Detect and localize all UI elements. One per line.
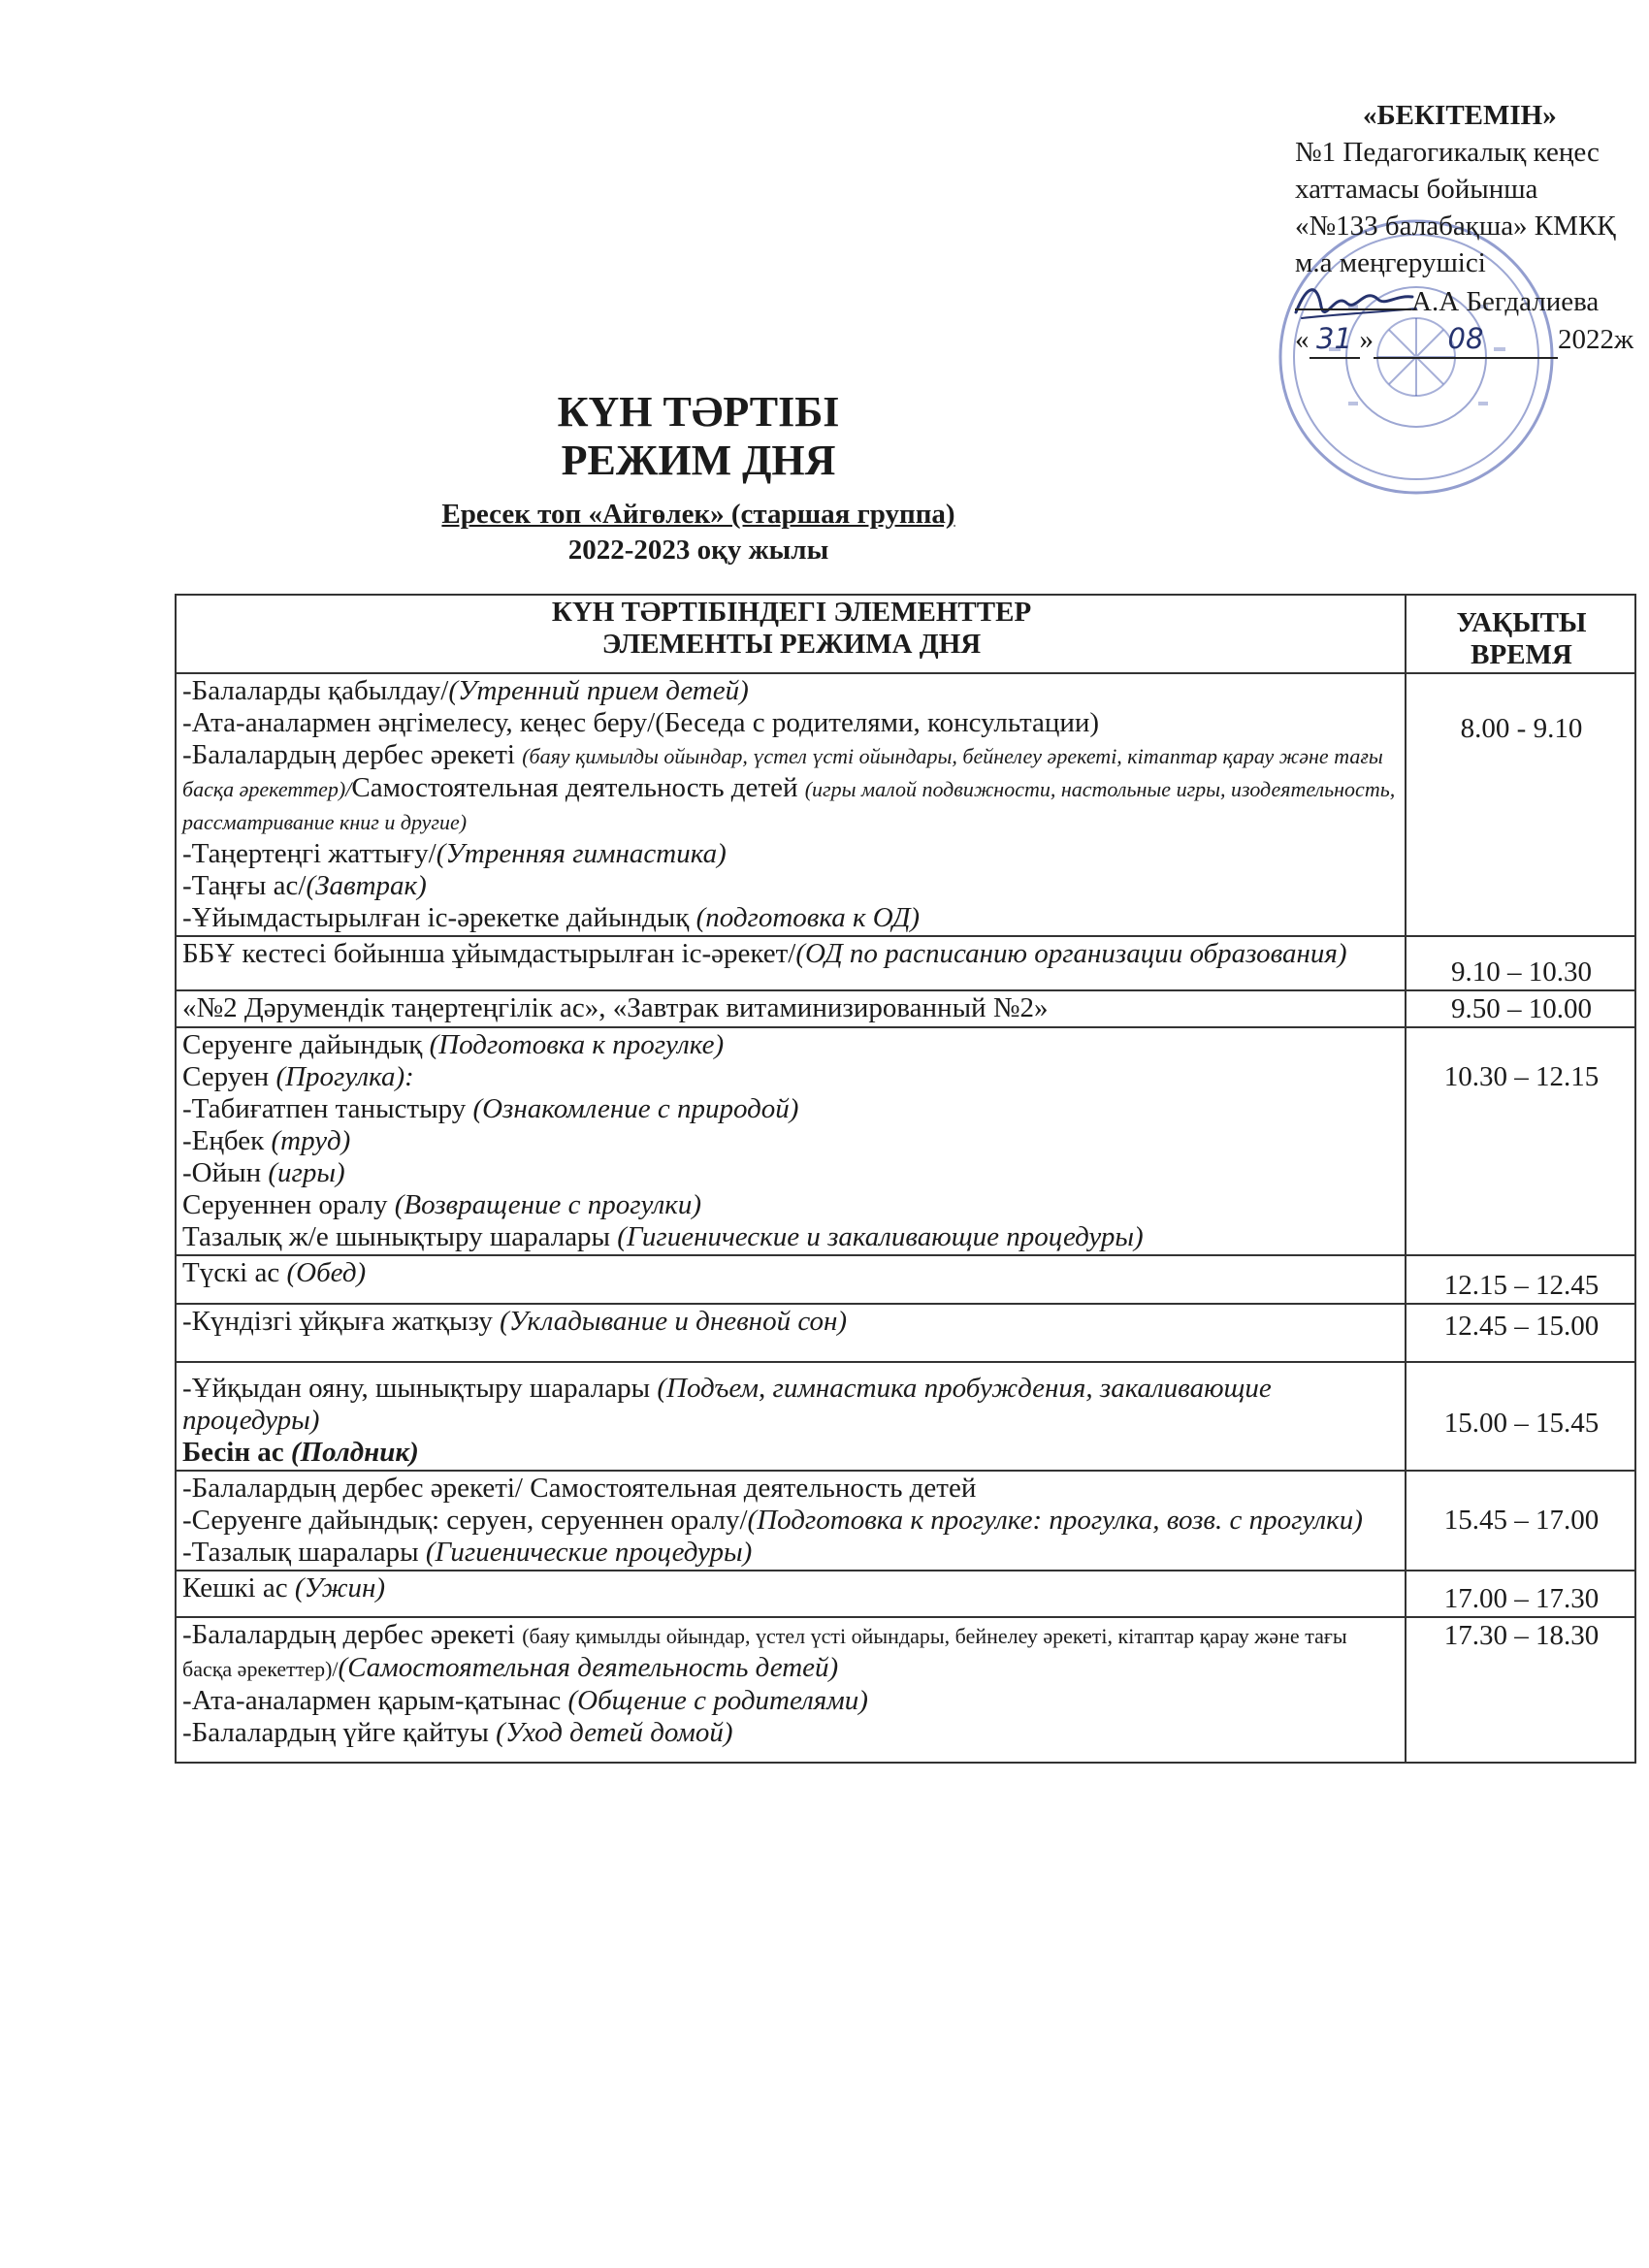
text-ru: (Подготовка к прогулке: прогулка, возв. с прогулки)	[747, 1505, 1363, 1536]
text: -Балалардың дербес әрекеті/ Самостоятельная деятельность детей	[182, 1473, 977, 1504]
table-row	[176, 1362, 1635, 1471]
header-elements	[176, 595, 1406, 673]
row-3-elements: «№2 Дәрумендік таңертеңгілік ас», «Завтрак витаминизированный №2»	[176, 990, 1406, 1027]
text: -Балалардың дербес әрекеті	[182, 739, 523, 770]
text: Кешкі ас	[182, 1572, 295, 1604]
text: -Ұйымдастырылған іс-әрекетке дайындық	[182, 902, 696, 933]
approval-line-2: хаттамасы бойынша	[1295, 174, 1538, 205]
header-time-ru: ВРЕМЯ	[1471, 639, 1572, 670]
text: -Таңертеңгі жаттығу/	[182, 838, 436, 869]
table-row	[176, 936, 1635, 990]
row-1-time: 8.00 - 9.10	[1406, 673, 1635, 936]
date-year: 2022ж	[1558, 324, 1634, 355]
group-name: Ересек топ «Айгөлек» (старшая группа)	[441, 499, 955, 530]
approval-block	[1295, 97, 1649, 359]
text-ru: (Самостоятельная деятельность детей)	[338, 1652, 839, 1683]
text-ru: (Завтрак)	[306, 870, 427, 901]
row-5-time: 12.15 – 12.45	[1406, 1255, 1635, 1304]
text: -Тазалық шаралары	[182, 1537, 426, 1568]
text-ru: (Полдник)	[290, 1437, 419, 1468]
row-4-time: 10.30 – 12.15	[1406, 1027, 1635, 1255]
row-10-elements	[176, 1617, 1406, 1763]
row-3-time: 9.50 – 10.00	[1406, 990, 1635, 1027]
text: -Серуенге дайындық: серуен, серуеннен оралу/	[182, 1505, 748, 1536]
signature-line	[1295, 281, 1649, 320]
text-ru: (Уход детей домой)	[496, 1717, 733, 1748]
text: Бесін ас	[182, 1437, 291, 1468]
text-ru: (Укладывание и дневной сон)	[500, 1306, 848, 1337]
row-8-elements	[176, 1471, 1406, 1571]
table-row	[176, 1617, 1635, 1763]
table-header-row	[176, 595, 1635, 673]
text: -Ата-аналармен қарым-қатынас	[182, 1685, 568, 1716]
row-2-time: 9.10 – 10.30	[1406, 936, 1635, 990]
text: -Балалардың дербес әрекеті	[182, 1619, 523, 1650]
text-ru: (Общение с родителями)	[567, 1685, 868, 1716]
text: ББҰ кестесі бойынша ұйымдастырылған іс-әрекет/	[182, 938, 796, 969]
text-kz-small: (баяу қимылды ойындар, үстел үсті ойындары, бейнелеу әрекеті, кітаптар қарау және тағы басқа әрекеттер)/	[182, 1624, 1347, 1681]
signature-blank	[1295, 281, 1411, 310]
title-ru: РЕЖИМ ДНЯ	[561, 437, 836, 484]
text: -Табиғатпен таныстыру	[182, 1093, 473, 1124]
approval-line-1: №1 Педагогикалық кеңес	[1295, 137, 1600, 168]
text-ru-small: (игры малой подвижности, настольные игры, изодеятельность, рассматривание книг и другие)	[182, 777, 1396, 834]
row-7-elements	[176, 1362, 1406, 1471]
header-time-kz: УАҚЫТЫ	[1456, 607, 1587, 638]
table-row	[176, 673, 1635, 936]
text: Самостоятельная деятельность детей	[351, 772, 805, 803]
row-4-elements	[176, 1027, 1406, 1255]
text: Серуенге дайындық	[182, 1029, 430, 1060]
academic-year: 2022-2023 оқу жылы	[567, 535, 829, 566]
text: -Балалардың үйге қайтуы	[182, 1717, 497, 1748]
row-7-time: 15.00 – 15.45	[1406, 1362, 1635, 1471]
text-ru: (Подготовка к прогулке)	[429, 1029, 725, 1060]
row-10-time: 17.30 – 18.30	[1406, 1617, 1635, 1763]
text: Серуеннен оралу	[182, 1189, 395, 1220]
row-6-time: 12.45 – 15.00	[1406, 1304, 1635, 1362]
table-row	[176, 1571, 1635, 1617]
text-ru: (Ужин)	[294, 1572, 386, 1604]
text-kz-small: (баяу қимылды ойындар, үстел үсті ойындары, бейнелеу әрекеті, кітаптар қарау және тағы басқа әрекеттер)/	[182, 744, 1383, 801]
header-elements-ru: ЭЛЕМЕНТЫ РЕЖИМА ДНЯ	[601, 629, 982, 660]
approval-line-3: «№133 балабақша» КМКҚ	[1295, 211, 1616, 242]
table-row	[176, 1471, 1635, 1571]
table-row	[176, 1304, 1635, 1362]
text-ru: (Гигиенические процедуры)	[425, 1537, 753, 1568]
text: -Таңғы ас/	[182, 870, 307, 901]
text-ru: (Подъем, гимнастика пробуждения, закаливающие процедуры)	[182, 1373, 1272, 1436]
table-row	[176, 1027, 1635, 1255]
text-ru: (Гигиенические и закаливающие процедуры)	[617, 1221, 1144, 1252]
text: -Еңбек	[182, 1125, 272, 1156]
row-9-time: 17.00 – 17.30	[1406, 1571, 1635, 1617]
table-row	[176, 1255, 1635, 1304]
text-ru: (Утренняя гимнастика)	[436, 838, 727, 869]
row-2-elements	[176, 936, 1406, 990]
text-ru: (ОД по расписанию организации образования)	[795, 938, 1347, 969]
date-day: 31	[1310, 320, 1360, 359]
text: -Күндізгі ұйқыға жатқызу	[182, 1306, 501, 1337]
schedule-table	[175, 594, 1636, 1764]
header-elements-kz: КҮН ТӘРТІБІНДЕГІ ЭЛЕМЕНТТЕР	[551, 597, 1032, 628]
text: Серуен	[182, 1061, 276, 1092]
text: -Ата-аналармен әңгімелесу, кеңес беру/(Беседа с родителями, консультации)	[182, 707, 1100, 738]
text-ru: (игры)	[268, 1157, 345, 1188]
table-row	[176, 990, 1635, 1027]
date-month: 08	[1374, 320, 1558, 359]
row-1-elements	[176, 673, 1406, 936]
row-9-elements	[176, 1571, 1406, 1617]
header-time	[1406, 595, 1635, 673]
text-ru: (Прогулка):	[275, 1061, 414, 1092]
row-8-time: 15.45 – 17.00	[1406, 1471, 1635, 1571]
text-ru: (подготовка к ОД)	[695, 902, 921, 933]
title-kz: КҮН ТӘРТІБІ	[557, 388, 840, 436]
approval-date: « 31 » 08 2022ж	[1295, 320, 1649, 359]
text-ru: (Обед)	[286, 1257, 367, 1288]
approval-heading: «БЕКІТЕМІН»	[1363, 100, 1557, 131]
text-ru: (Возвращение с прогулки)	[394, 1189, 701, 1220]
text-ru: (Утренний прием детей)	[448, 675, 749, 706]
head-name: А.А Бегдалиева	[1411, 286, 1600, 317]
row-6-elements	[176, 1304, 1406, 1362]
text: -Балаларды қабылдау/	[182, 675, 449, 706]
text: -Ойын	[182, 1157, 269, 1188]
text: -Ұйқыдан ояну, шынықтыру шаралары	[182, 1373, 658, 1404]
text-ru: (труд)	[271, 1125, 351, 1156]
text: Тазалық ж/е шынықтыру шаралары	[182, 1221, 618, 1252]
approval-line-4: м.а меңгерушісі	[1295, 247, 1486, 278]
text: Түскі ас	[182, 1257, 287, 1288]
row-5-elements	[176, 1255, 1406, 1304]
text-ru: (Ознакомление с природой)	[472, 1093, 799, 1124]
title-block	[155, 388, 1242, 567]
